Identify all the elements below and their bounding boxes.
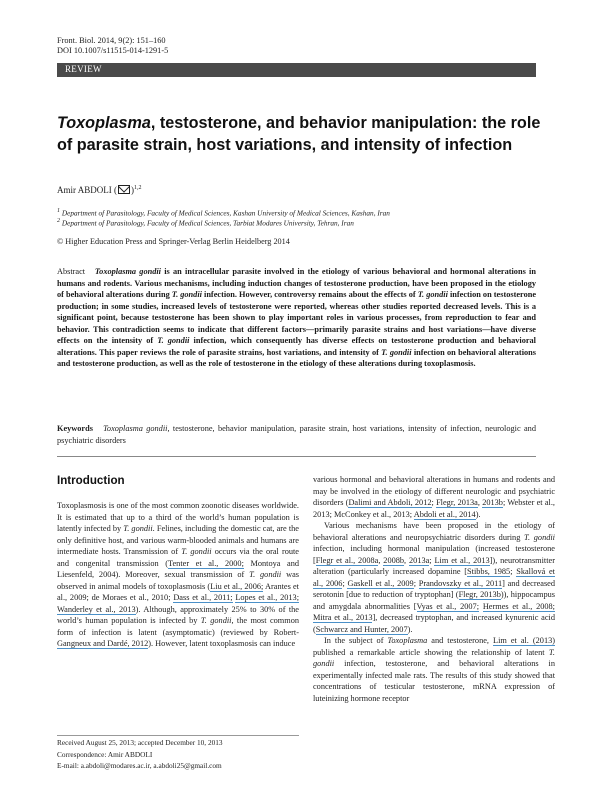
species-name: Toxoplasma gondii bbox=[94, 267, 161, 276]
species-name: T. gondii bbox=[249, 570, 282, 579]
citation-link[interactable]: 2013b bbox=[482, 498, 503, 507]
journal-line: Front. Biol. 2014, 9(2): 151–160 bbox=[57, 36, 166, 45]
species-name: T. gondii bbox=[524, 532, 555, 542]
received-dates: Received August 25, 2013; accepted December 10, 2013 bbox=[57, 738, 223, 747]
paragraph bbox=[313, 635, 555, 704]
text: ). However, latent toxoplasmosis can induce bbox=[148, 639, 296, 648]
citation-link[interactable]: Liu et al., 2006; bbox=[210, 581, 264, 591]
citation-link[interactable]: Gaskell et al., 2009 bbox=[347, 578, 414, 588]
affiliation-number: 1 bbox=[57, 208, 60, 214]
species-name: T. gondii bbox=[417, 290, 448, 299]
citation-link[interactable]: Lim et al., 2013 bbox=[434, 555, 490, 565]
paragraph bbox=[57, 500, 299, 650]
paragraph bbox=[313, 474, 555, 520]
keywords-block bbox=[57, 423, 536, 446]
citation-link[interactable]: Prandovszky et al., 2011 bbox=[418, 578, 503, 588]
citation-link[interactable]: Schwarcz and Hunter, 2007 bbox=[315, 624, 408, 634]
text: ). Although, approximately 25% to 30% of the world’s human population is infected by bbox=[57, 604, 299, 625]
text: ]), neurotransmitter alteration (particularly increased dopamine [ bbox=[313, 555, 555, 576]
text: ; bbox=[510, 567, 517, 576]
text: ], decreased tryptophan, and increased kynurenic acid ( bbox=[313, 613, 555, 634]
text: , the most common form of infection is latent (asymptomatic) (reviewed by Robert- bbox=[57, 616, 299, 637]
journal-citation bbox=[57, 36, 168, 56]
text: Toxoplasmosis is one of the most common zoonotic diseases worldwide. It is estimated that up to a third of the world’s human population is latently infected by bbox=[57, 501, 299, 533]
abstract-label: Abstract bbox=[57, 267, 86, 276]
citation-link[interactable]: Lopes et al., 2013; bbox=[235, 593, 299, 602]
species-name: T. gondii bbox=[157, 336, 190, 345]
citation-link[interactable]: Tenter et al., 2000; bbox=[168, 558, 244, 568]
divider bbox=[57, 456, 536, 457]
text: ; bbox=[342, 578, 348, 588]
citation-link[interactable]: Flegr et al., 2008a bbox=[315, 555, 379, 565]
text: published a remarkable article showing the relationship of latent bbox=[313, 647, 549, 657]
section-banner bbox=[57, 63, 536, 77]
left-column bbox=[57, 500, 299, 650]
keywords-text: , testosterone, behavior manipulation, parasite strain, host variations, intensity of infection, neurologic and psychiatric disorders bbox=[57, 424, 536, 445]
author-superscript: 1,2 bbox=[134, 185, 142, 191]
footnote-block bbox=[57, 737, 223, 772]
text: ; bbox=[429, 555, 435, 565]
envelope-icon[interactable] bbox=[118, 185, 130, 194]
section-heading: Introduction bbox=[57, 474, 125, 487]
citation-link[interactable]: Mitra et al., 2013 bbox=[313, 613, 373, 622]
citation-link[interactable]: Dalimi and Abdoli, 2012 bbox=[348, 498, 432, 507]
citation-link[interactable]: Flegr, 2013a bbox=[436, 498, 478, 507]
title-italic: Toxoplasma bbox=[57, 114, 151, 132]
citation-link[interactable]: Vyas et al., 2007; bbox=[416, 601, 480, 611]
title-rest: , testosterone, and behavior manipulation: the role of parasite strain, host variations, and intensity of infection bbox=[57, 114, 541, 154]
text: . Felines, including the domestic cat, are the only definitive host, and various warm-blooded animals and humans are intermediate hosts. Transmission of bbox=[57, 524, 299, 556]
author-line: Amir ABDOLI ( )$^{1,2}$ bbox=[57, 185, 142, 195]
species-name: T. gondii bbox=[200, 616, 232, 625]
affiliation-text: Department of Parasitology, Faculty of Medical Sciences, Tarbiat Modares University, Tehran, Iran bbox=[61, 218, 354, 228]
abstract-text: is an intracellular parasite involved in the etiology of various behavioral and hormonal alterations in humans and rodents. Various mechanisms, including induction changes of testosterone production, have been proposed in the etiology of behavioral alterations during bbox=[57, 267, 536, 299]
section-label: REVIEW bbox=[65, 64, 102, 74]
article-title bbox=[57, 112, 547, 156]
citation-link[interactable]: Stibbs, 1985 bbox=[467, 567, 511, 576]
species-name: Toxoplasma gondii bbox=[103, 424, 168, 433]
text: , bbox=[477, 498, 483, 507]
paragraph bbox=[313, 520, 555, 635]
keywords-label: Keywords bbox=[57, 424, 93, 433]
citation-link[interactable]: Abdoli et al., 2014 bbox=[413, 509, 476, 519]
citation-link[interactable]: 2008b bbox=[383, 555, 405, 565]
text: ). bbox=[475, 509, 481, 519]
text: , bbox=[404, 555, 410, 565]
text: Arantes et al., 2009; de Moraes et al., 2010; bbox=[57, 581, 299, 602]
author-name: Amir ABDOLI bbox=[57, 185, 112, 195]
text: infection, including hormonal manipulation (increased testosterone [ bbox=[313, 544, 555, 565]
correspondence: Correspondence: Amir ABDOLI bbox=[57, 749, 153, 759]
text: ] and decreased serotonin [due to reduction of tryptophan] ( bbox=[313, 578, 556, 599]
abstract-text: infection. However, controversy remains about the effects of bbox=[201, 290, 418, 299]
doi-line: DOI 10.1007/s11515-014-1291-5 bbox=[57, 46, 169, 55]
abstract-text: infection, which consequently has diverse effects on testosterone production and behavioral alterations. This paper reviews the role of parasite strains, host variations, and intensity of bbox=[57, 336, 536, 357]
text: ; Webster et al., 2013; McConkey et al., 2013; bbox=[313, 498, 555, 519]
footnote-divider bbox=[57, 735, 299, 736]
text: ; bbox=[431, 498, 437, 507]
species-name: T. gondii bbox=[313, 647, 555, 668]
species-name: T. gondii bbox=[123, 524, 153, 533]
citation-link[interactable]: Dass et al., 2011; bbox=[173, 593, 233, 602]
text: , bbox=[378, 555, 384, 565]
text: ). bbox=[407, 624, 413, 634]
citation-link[interactable]: Hermes et al., 2008; bbox=[482, 601, 555, 611]
species-name: T. gondii bbox=[181, 547, 212, 556]
text: occurs via the oral route and congenital transmission ( bbox=[57, 547, 299, 568]
text: infection, testosterone, and behavioral alterations in experimentally infected male rats. The results of this study showed that concentrations of testicular testosterone, mRNA expression of luteinizing hormone receptor bbox=[313, 659, 555, 703]
abstract-text: infection on testosterone production; in some studies, increased levels of testosterone were reported, whereas other studies reported decreased levels. This is a significant point, because testosterone has been shown to play important roles in various processes, from reproduction to fear and behavior. This contradiction seems to indicate that different factors—primarily parasite strains and host variations—have diverse effects on the intensity of bbox=[57, 290, 537, 345]
text: )), hippocampus and amygdala abnormalities [ bbox=[313, 590, 555, 611]
citation-link[interactable]: Lim et al. (2013) bbox=[493, 636, 556, 645]
copyright-line: © Higher Education Press and Springer-Verlag Berlin Heidelberg 2014 bbox=[57, 237, 290, 246]
text: Various mechanisms have been proposed in the etiology of behavioral alterations and neuropsychiatric disorders during bbox=[313, 521, 555, 542]
text: various hormonal and behavioral alterations in humans and rodents and may be involved in the etiology of different neurologic and psychiatric disorders ( bbox=[313, 475, 555, 507]
citation-link[interactable]: Skallová et al., 2006 bbox=[313, 567, 555, 588]
affiliation-text: Department of Parasitology, Faculty of Medical Sciences, Kashan University of Medical Sciences, Kashan, Iran bbox=[61, 208, 390, 218]
abstract-block bbox=[57, 266, 536, 370]
citation-link[interactable]: 2013a bbox=[409, 555, 430, 565]
species-name: T. gondii bbox=[171, 290, 202, 299]
text: was observed in animal models of toxoplasmosis ( bbox=[57, 570, 299, 591]
email-line: E-mail: a.abdoli@modares.ac.ir, a.abdoli25@gmail.com bbox=[57, 761, 222, 770]
text: and testosterone, bbox=[427, 636, 493, 645]
species-name: Toxoplasma bbox=[387, 636, 428, 645]
citation-link[interactable]: Wanderley et al., 2013 bbox=[57, 604, 136, 614]
right-column bbox=[313, 474, 555, 704]
abstract-text: infection on behavioral alterations and testosterone production, as well as the role of testosterone in the etiology of these alterations during toxoplasmosis. bbox=[57, 347, 536, 368]
citation-link[interactable]: Gangneux and Dardé, 2012 bbox=[57, 639, 149, 648]
text: In the subject of bbox=[324, 636, 388, 645]
citation-link[interactable]: Flegr, 2013b bbox=[458, 590, 501, 599]
affiliation-number: 2 bbox=[57, 218, 60, 224]
text: Montoya and Liesenfeld, 2004). Moreover, sexual transmission of bbox=[57, 558, 299, 579]
species-name: T. gondii bbox=[381, 347, 412, 357]
affiliation-2 bbox=[57, 216, 354, 228]
text: ; bbox=[413, 578, 419, 588]
